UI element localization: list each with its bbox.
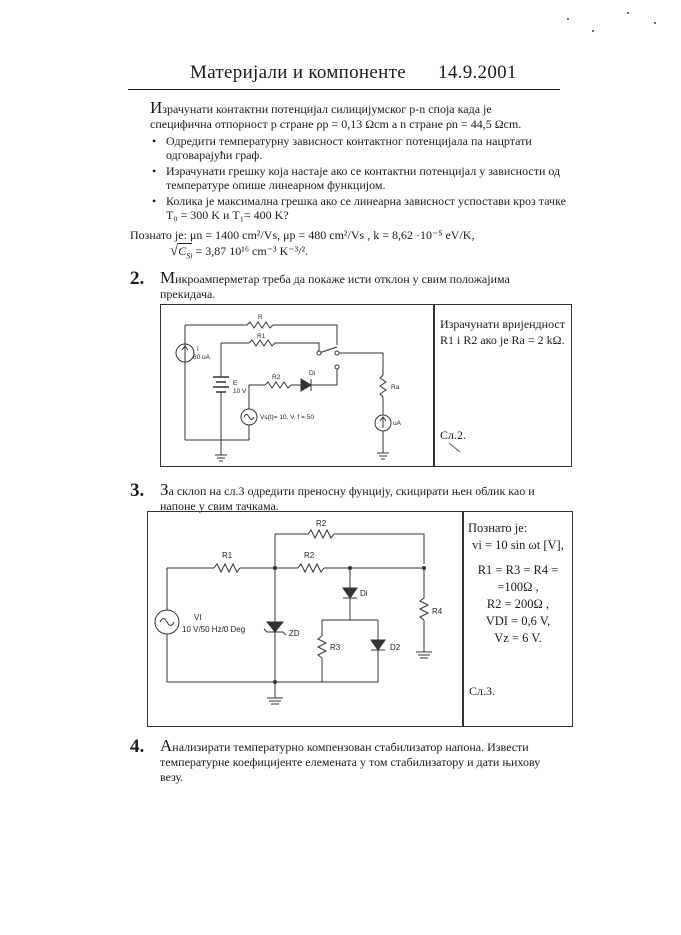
task1-bullets — [150, 134, 570, 222]
pen-mark — [448, 442, 462, 454]
task4-text-rest: нализирати температурно компензован стабилизатор напона. Извести — [172, 740, 529, 754]
label-R1: R1 — [257, 333, 266, 340]
task1-first-letter: И — [150, 98, 163, 117]
task1-sqrt-value: = 3,87 10¹⁶ cm⁻³ K⁻³/². — [195, 244, 309, 258]
task2-first-letter: М — [160, 268, 176, 287]
label-R2: R2 — [272, 374, 281, 381]
task2-side-text — [440, 316, 570, 348]
task3-line2: напоне у свим тачкама. — [160, 499, 279, 513]
task3-known-line: R1 = R3 = R4 = — [477, 563, 559, 577]
task2-divider — [433, 305, 435, 466]
label-E-value: 10 V — [233, 388, 247, 395]
task1-known-label: Познато је: — [130, 228, 187, 242]
task2-number: 2. — [130, 268, 145, 289]
circuit-2 — [161, 305, 433, 465]
task3-known-line: VDI = 0,6 V, — [485, 614, 551, 628]
label-Vi-value: 10 V/50 Hz/0 Deg — [182, 625, 246, 634]
task4-first-letter: А — [160, 736, 173, 755]
resistor-R1 — [249, 340, 275, 346]
resistor-Ra — [380, 375, 386, 397]
sqrt-symbol: √ — [170, 243, 179, 259]
task2-text-rest: икроамперметар треба да покаже исти отклон у свим положајима — [175, 272, 510, 286]
diode-Di — [301, 379, 311, 391]
label-V-source: Vs(t)= 10, V, f = 50 — [260, 414, 314, 421]
task2-fig-label: Сл.2. — [440, 428, 466, 442]
task3-known-line: R2 = 200Ω , — [486, 597, 550, 611]
circuit-3 — [148, 512, 462, 724]
task4-line1 — [160, 738, 570, 755]
task1 — [150, 100, 570, 224]
task2-line1 — [160, 270, 570, 287]
label-R4: R4 — [432, 607, 443, 616]
label-uA: uA — [393, 420, 401, 427]
scan-speck — [654, 22, 656, 24]
scan-speck — [592, 30, 594, 32]
task1-intro-line2: специфична отпорност p стране ρp = 0,13 Ωcm а n стране ρn = 44,5 Ωcm. — [150, 117, 522, 131]
label-I-name: I — [197, 346, 199, 353]
task1-known-values: μn = 1400 cm²/Vs, μp = 480 cm²/Vs , k = 8,62 ·10⁻⁵ eV/K, — [189, 228, 475, 242]
header-underline — [128, 89, 560, 90]
diode-Di — [343, 588, 357, 598]
task3-known-line: =100Ω , — [497, 580, 539, 594]
task4-line2: температурне коефицијенте елемената у том стабилизатору и дати њихову — [160, 755, 541, 769]
label-R3: R3 — [330, 643, 341, 652]
resistor-R — [247, 322, 273, 328]
task1-intro-text: зрачунати контактни потенцијал силицијумског p-n споја када је — [162, 102, 492, 116]
task3-first-letter: З — [160, 480, 169, 499]
task1-intro — [150, 100, 570, 117]
task1-sqrt-line — [170, 244, 308, 263]
task1-known — [130, 228, 570, 243]
task3-number: 3. — [130, 480, 145, 501]
task1-bullet: • Колика је максимална грешка ако се линеарна зависност успостави кроз тачке T₀ = 300 K и T₁= 400 K? — [166, 194, 570, 222]
task3-known-line: Vz = 6 V. — [494, 631, 542, 645]
resistor-R1 — [214, 564, 240, 572]
label-R: R — [258, 314, 263, 321]
label-I-value: 60 uA — [193, 354, 210, 361]
label-R2-top: R2 — [316, 519, 327, 528]
zener-ZD — [267, 622, 283, 632]
task4-text — [160, 738, 570, 785]
resistor-R4 — [420, 598, 428, 620]
task3-known — [468, 520, 568, 647]
task2-side-line1: Израчунати вријендност — [440, 317, 565, 331]
task3-divider — [462, 512, 464, 726]
task1-bullet: • Израчунати грешку која настаје ако се контактни потенцијал у зависности од температуре опише линеарном функцијом. — [166, 164, 570, 192]
task3-text — [160, 482, 570, 514]
label-Di: Di — [360, 589, 368, 598]
task2-side-line2: R1 i R2 ако је Ra = 2 kΩ. — [440, 333, 565, 347]
task4-number: 4. — [130, 736, 145, 757]
switch — [319, 347, 337, 353]
resistor-R2-top — [308, 530, 334, 538]
task3-fig-label: Сл.3. — [469, 684, 495, 698]
resistor-R3 — [318, 636, 326, 658]
scan-speck — [567, 18, 569, 20]
task2-line2: прекидача. — [160, 287, 216, 301]
diode-D2 — [371, 640, 385, 650]
header-title: Материјали и компоненте — [190, 62, 406, 83]
task4-line3: везу. — [160, 770, 184, 784]
label-E-name: E — [233, 380, 238, 387]
task3-text-rest: а склоп на сл.3 одредити преносну фунцију, скицирати њен облик као и — [168, 484, 535, 498]
label-Vi: VI — [194, 613, 202, 622]
resistor-R2-mid — [298, 564, 324, 572]
label-Di: Di — [309, 370, 316, 377]
sqrt-radicand: $C_{Si}$ — [178, 244, 193, 261]
label-D2: D2 — [390, 643, 401, 652]
task3-known-title: Познато је: — [468, 521, 528, 535]
label-Ra: Ra — [391, 384, 400, 391]
label-R2-mid: R2 — [304, 551, 315, 560]
header-date: 14.9.2001 — [438, 62, 517, 83]
task3-line1 — [160, 482, 570, 499]
label-R1: R1 — [222, 551, 233, 560]
task2-text — [160, 270, 570, 302]
task3-known-line: vi = 10 sin ωt [V], — [472, 538, 564, 552]
label-ZD: ZD — [289, 629, 300, 638]
scan-speck — [627, 12, 629, 14]
resistor-R2 — [265, 382, 291, 388]
task1-bullet: • Одредити температурну зависност контактног потенцијала па нацртати одговарајући граф. — [166, 134, 570, 162]
page-header — [190, 62, 517, 84]
